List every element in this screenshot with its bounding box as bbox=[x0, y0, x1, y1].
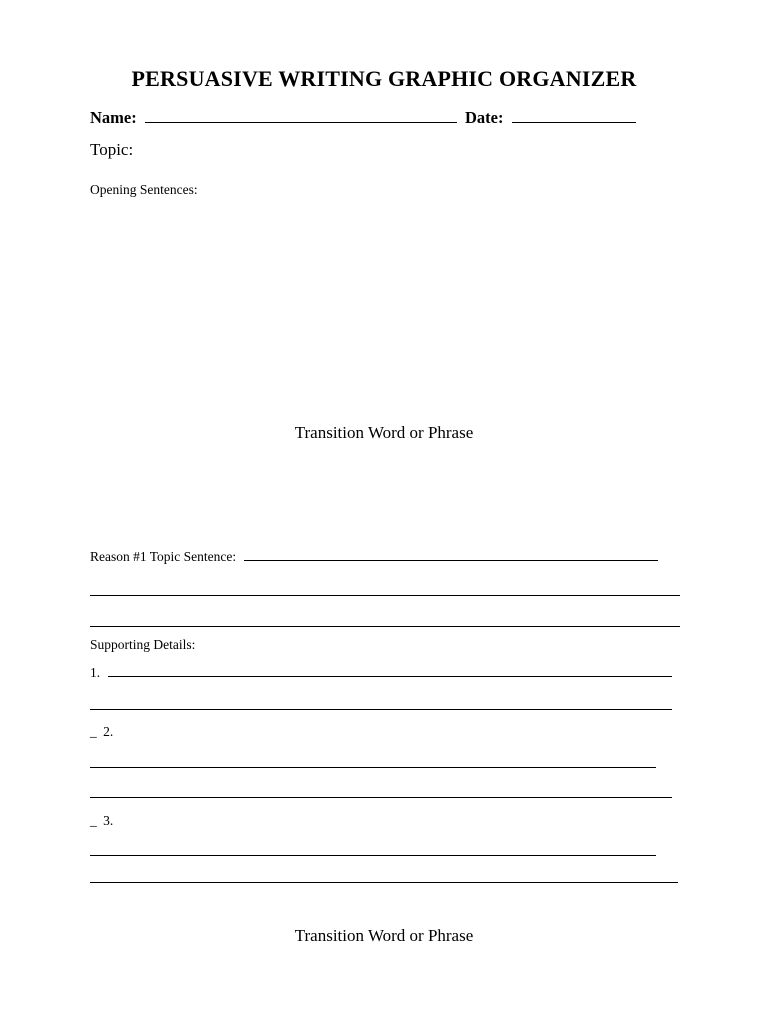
reason-1-topic-row bbox=[90, 548, 658, 565]
name-field[interactable] bbox=[145, 107, 457, 123]
detail-2-prefix: _ bbox=[90, 724, 97, 739]
writing-line[interactable] bbox=[90, 882, 678, 883]
transition-label-1: Transition Word or Phrase bbox=[294, 423, 474, 442]
transition-label-2: Transition Word or Phrase bbox=[294, 926, 474, 945]
name-label: Name: bbox=[90, 108, 137, 127]
reason-1-topic-label: Reason #1 Topic Sentence: bbox=[90, 549, 237, 564]
detail-3-marker: 3. bbox=[103, 813, 114, 828]
writing-line[interactable] bbox=[90, 797, 672, 798]
detail-1-marker: 1. bbox=[90, 665, 101, 680]
date-label: Date: bbox=[464, 108, 504, 127]
writing-line[interactable] bbox=[90, 855, 656, 856]
opening-sentences-label: Opening Sentences: bbox=[90, 182, 198, 197]
name-date-row bbox=[90, 107, 636, 128]
detail-3-row bbox=[90, 813, 113, 829]
detail-2-row bbox=[90, 724, 113, 740]
page-title: PERSUASIVE WRITING GRAPHIC ORGANIZER bbox=[131, 66, 637, 91]
supporting-details-label: Supporting Details: bbox=[90, 637, 196, 652]
topic-label: Topic: bbox=[90, 140, 134, 159]
detail-1-field[interactable] bbox=[108, 664, 672, 677]
reason-1-topic-field[interactable] bbox=[244, 548, 658, 561]
writing-line[interactable] bbox=[90, 709, 672, 710]
writing-line[interactable] bbox=[90, 626, 680, 627]
detail-3-prefix: _ bbox=[90, 813, 97, 828]
writing-line[interactable] bbox=[90, 767, 656, 768]
detail-2-marker: 2. bbox=[103, 724, 114, 739]
date-field[interactable] bbox=[512, 107, 636, 123]
writing-line[interactable] bbox=[90, 595, 680, 596]
detail-1-row bbox=[90, 664, 672, 681]
